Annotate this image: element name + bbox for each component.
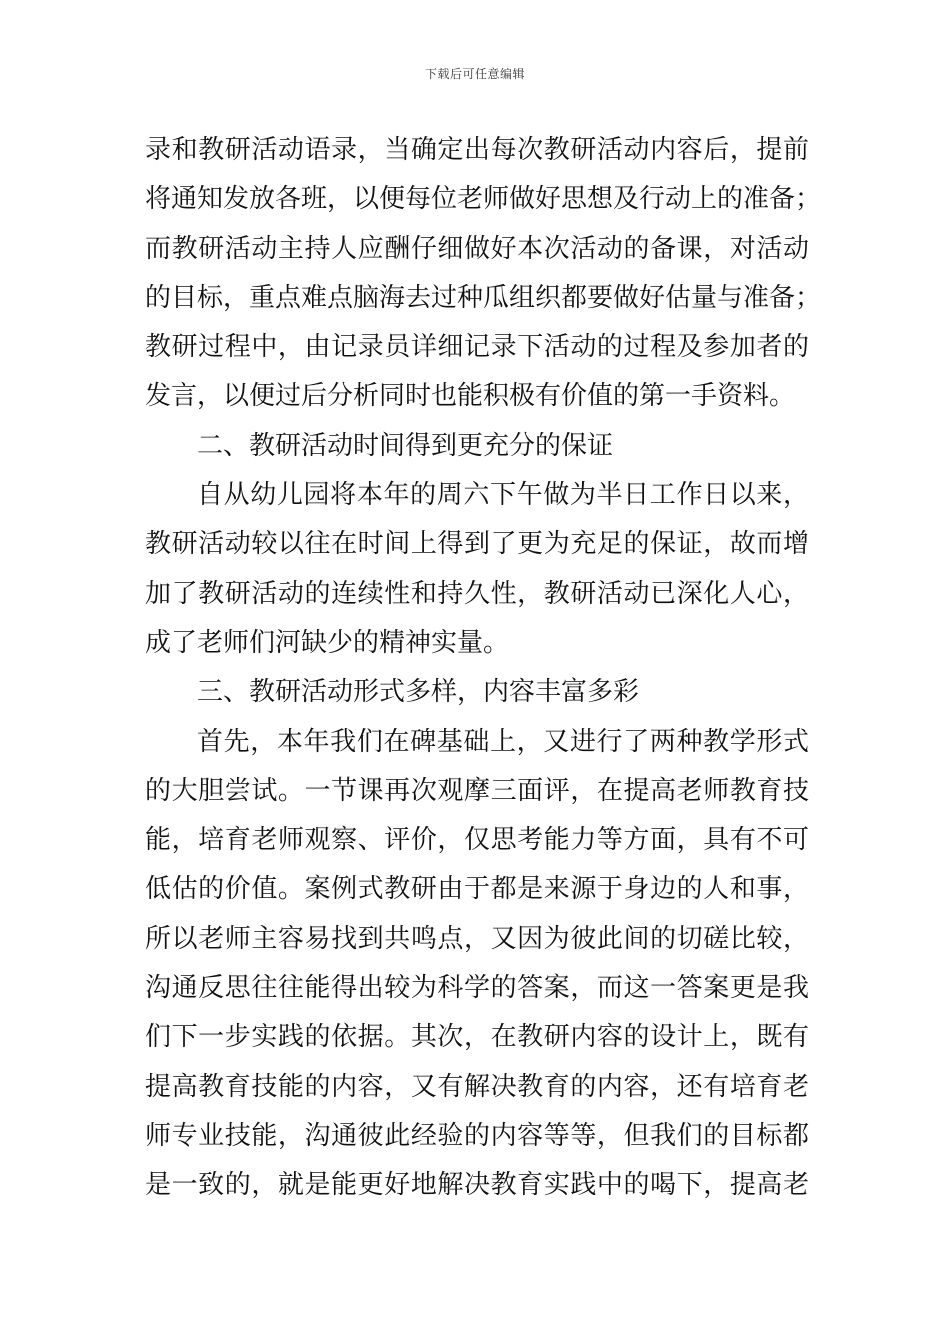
- text-line: 是一致的，就是能更好地解决教育实践中的喝下，提高老: [145, 1170, 809, 1201]
- text-line: 的目标，重点难点脑海去过种瓜组织都要做好估量与准备；: [145, 282, 822, 313]
- page-header-note: 下载后可任意编辑: [424, 67, 525, 81]
- text-line: 成了老师们河缺少的精神实量。: [145, 627, 510, 658]
- text-line: 发言，以便过后分析同时也能积极有价值的第一手资料。: [145, 381, 796, 412]
- text-line: 加了教研活动的连续性和持久性，教研活动已深化人心，: [145, 578, 809, 609]
- text-line: 教研过程中，由记录员详细记录下活动的过程及参加者的: [145, 332, 809, 363]
- text-line: 教研活动较以往在时间上得到了更为充足的保证，故而增: [145, 529, 809, 560]
- text-line: 师专业技能，沟通彼此经验的内容等等，但我们的目标都: [145, 1120, 809, 1151]
- text-line: 低估的价值。案例式教研由于都是来源于身边的人和事，: [145, 874, 809, 905]
- text-line: 所以老师主容易找到共鸣点，又因为彼此间的切磋比较，: [145, 923, 809, 954]
- text-line: 提高教育技能的内容，又有解决教育的内容，还有培育老: [145, 1071, 809, 1102]
- document-body: [145, 126, 822, 1211]
- text-line: 而教研活动主持人应酬仔细做好本次活动的备课，对活动: [145, 233, 809, 264]
- text-line: 能，培育老师观察、评价，仅思考能力等方面，具有不可: [145, 825, 809, 856]
- text-line: 的大胆尝试。一节课再次观摩三面评，在提高老师教育技: [145, 775, 809, 806]
- text-line: 自从幼儿园将本年的周六下午做为半日工作日以来，: [197, 480, 809, 511]
- text-line: 将通知发放各班，以便每位老师做好思想及行动上的准备；: [145, 184, 822, 215]
- text-line: 录和教研活动语录，当确定出每次教研活动内容后，提前: [145, 135, 809, 165]
- text-line: 沟通反思往往能得出较为科学的答案，而这一答案更是我: [145, 973, 809, 1004]
- section-heading: 三、教研活动形式多样，内容丰富多彩: [197, 677, 640, 708]
- text-line: 首先，本年我们在碑基础上，又进行了两种教学形式: [197, 726, 809, 757]
- text-line: 们下一步实践的依据。其次，在教研内容的设计上，既有: [145, 1022, 809, 1053]
- section-heading: 二、教研活动时间得到更充分的保证: [197, 430, 614, 461]
